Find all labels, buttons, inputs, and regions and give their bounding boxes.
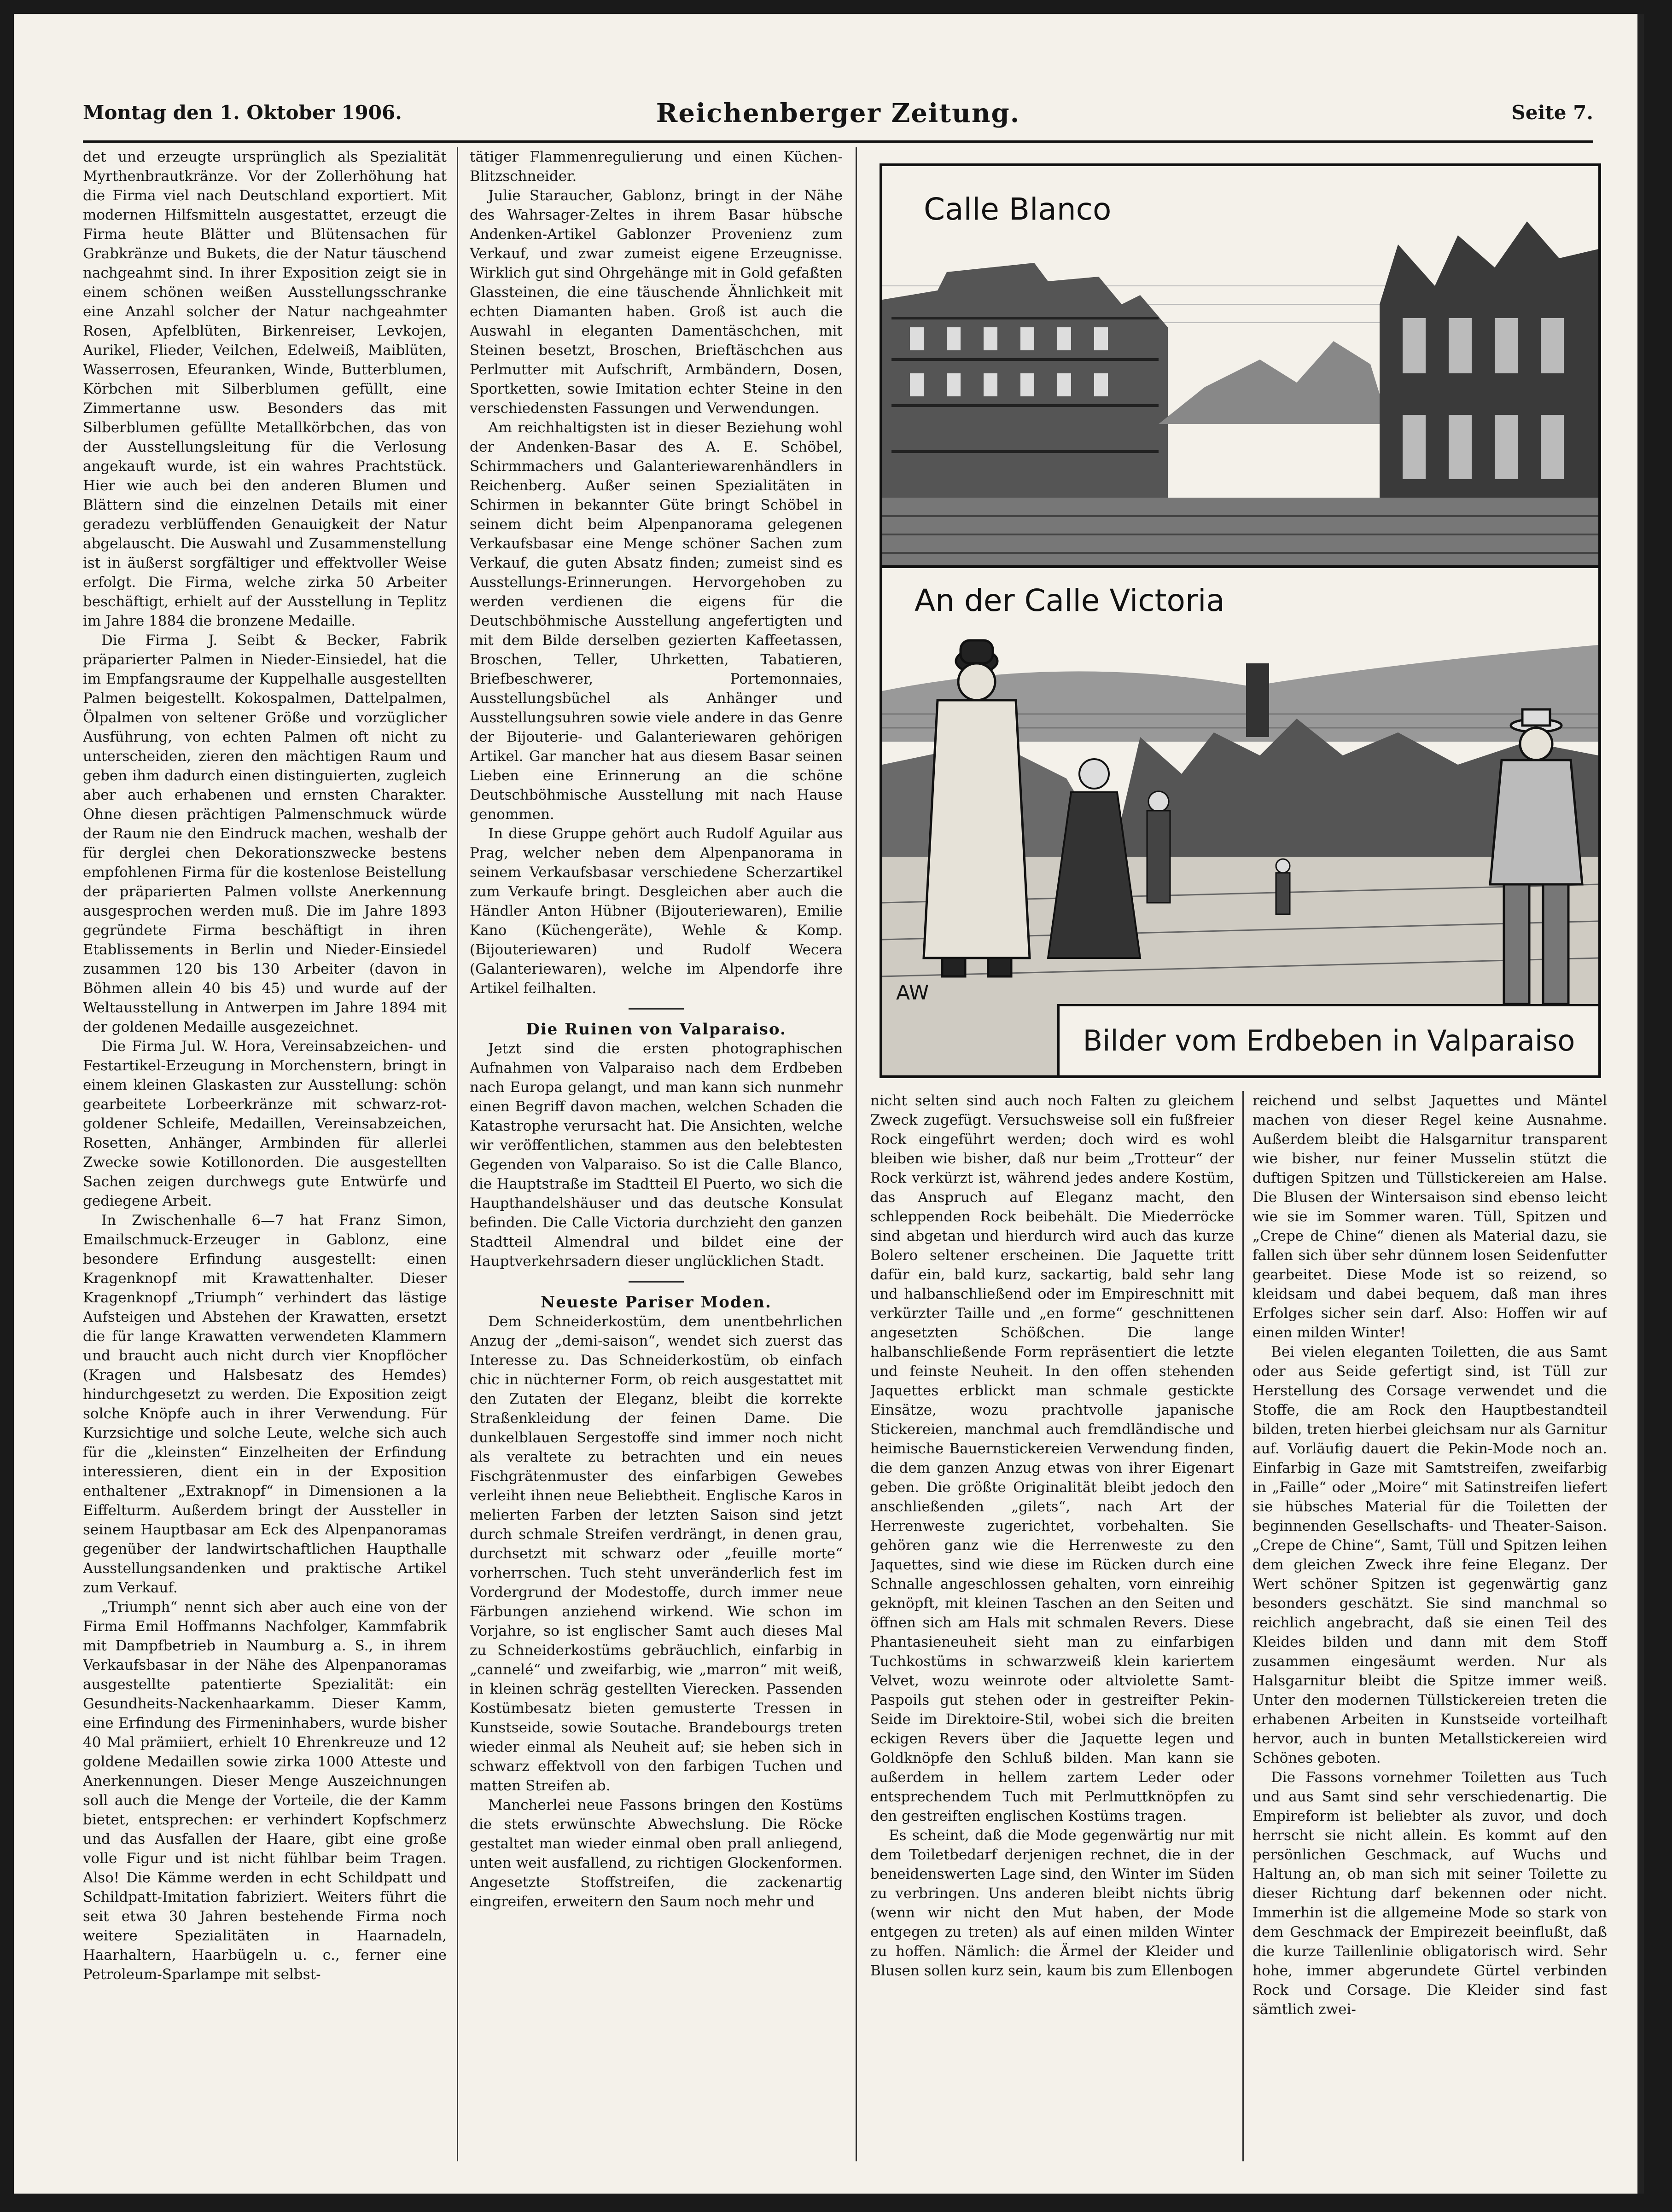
- panel-label-calle-blanco: Calle Blanco: [924, 192, 1112, 227]
- article-paragraph: Es scheint, daß die Mode gegenwärtig nur mit dem Toiletbedarf derjenigen rechnet, die in der beneidenswerten Lage sind, den Winter im Süden zu verbringen. Uns anderen bleibt nichts übrig (wenn wir nicht den Mut haben, der Mode entgegen zu treten) als auf einen milden Winter zu hoffen. Nämlich: die Ärmel der Kleider und Blusen sollen kurz sein, kaum bis zum Ellenbogen: [870, 1827, 1234, 1979]
- column-2: [470, 147, 843, 2161]
- page-number: Seite 7.: [1511, 101, 1593, 124]
- article-paragraph: Mancherlei neue Fassons bringen den Kostüms die stets erwünschte Abwechslung. Die Röcke gestaltet man wieder einmal oben prall anliegend, unten weit ausfallend, zu richtigen Glockenformen. Angesetzte Stoffstreifen, die zackenartig eingreifen, erweitern den Saum noch mehr und: [470, 1797, 843, 1910]
- newspaper-title: Reichenberger Zeitung.: [656, 98, 1020, 128]
- article-paragraph: Bei vielen eleganten Toiletten, die aus Samt oder aus Seide gefertigt sind, ist Tüll zur Herstellung des Corsage verwendet und die Stoffe, die am Rock den Hauptbestandteil bilden, treten hierbei gleichsam nur als Garnitur auf. Vorläufig dauert die Pekin-Mode noch an. Einfarbig in Gaze mit Samtstreifen, zweifarbig in „Faille“ oder „Moire“ mit Satinstreifen liefert sie hübsches Material für die Toiletten der beginnenden Gesellschafts- und Theater-Saison. „Crepe de Chine“, Samt, Tüll und Spitzen leihen dem gleichen Zweck ihre feine Eleganz. Der Wert schöner Spitzen ist gegenwärtig ganz besonders geschätzt. Sie sind manchmal so reichlich angebracht, daß sie einen Teil des Kleides bilden und dann mit dem Stoff zusammen eingesäumt werden. Nur als Halsgarnitur bleibt die Spitze immer weiß. Unter den modernen Tüllstickereien treten die erhabenen Arbeiten in Kunstseide vorteilhaft hervor, auch in bunten Metallstickereien wird Schönes geboten.: [1253, 1344, 1607, 1766]
- newspaper-page: [14, 14, 1644, 2194]
- page-header: [83, 90, 1593, 143]
- article-paragraph: reichend und selbst Jaquettes und Mäntel machen von dieser Regel keine Ausnahme. Außerdem bleibt die Halsgarnitur transparent wie bisher, nur feiner Musselin stützt die duftigen Spitzen und Tüllstickereien am Halse. Die Blusen der Wintersaison sind ebenso leicht wie sie im Sommer waren. Tüll, Spitzen und „Crepe de Chine“ dienen als Material dazu, sie fallen sich über sehr dünnem losen Seidenfutter gearbeitet. Diese Mode ist so reizend, so kleidsam und dabei bequem, daß man ihres Erfolges sicher sein darf. Also: Hoffen wir auf einen milden Winter!: [1253, 1092, 1607, 1341]
- article-paragraph: Am reichhaltigsten ist in dieser Beziehung wohl der Andenken-Basar des A. E. Schöbel, Schirmmachers und Galanteriewarenhändlers in Reichenberg. Außer seinen Spezialitäten in Schirmen in bekannter Güte bringt Schöbel in seinem dicht beim Alpenpanorama gelegenen Verkaufsbasar eine Menge schöner Sachen zum Verkauf, die guten Absatz finden; zumeist sind es Ausstellungs-Erinnerungen. Hervorgehoben zu werden verdienen die eigens für die Deutschböhmische Ausstellung angefertigten und mit dem Bilde derselben gezierten Kaffeetassen, Broschen, Teller, Uhrketten, Tabatieren, Briefbeschwerer, Portemonnaies, Ausstellungsbüchel als Anhänger und Ausstellungsuhren sowie viele andere in das Genre der Bijouterie- und Galanteriewaren gehörigen Artikel. Gar mancher hat aus diesem Basar seinen Lieben eine Erinnerung an die schöne Deutschböhmische Ausstellung mit nach Hause genommen.: [470, 419, 843, 823]
- panel-calle-victoria: [882, 568, 1598, 1075]
- article-separator: [629, 1008, 684, 1010]
- panel-label-calle-victoria: An der Calle Victoria: [915, 583, 1225, 618]
- article-heading-ruinen: Die Ruinen von Valparaiso.: [526, 1020, 786, 1039]
- article-paragraph: In diese Gruppe gehört auch Rudolf Aguilar aus Prag, welcher neben dem Alpenpanorama in seinem Verkaufsbasar verschiedene Scherzartikel zum Verkaufe bringt. Desgleichen aber auch die Händler Anton Hübner (Bijouteriewaren), Emilie Kano (Küchengeräte), Wehle & Komp. (Bijouteriewaren) und Rudolf Wecera (Galanteriewaren), welche im Alpendorfe ihre Artikel feilhalten.: [470, 825, 843, 997]
- article-paragraph: Dem Schneiderkostüm, dem unentbehrlichen Anzug der „demi-saison“, wendet sich zuerst das Interesse zu. Das Schneiderkostüm, ob einfach chic in nüchterner Form, ob reich ausgestattet mit den Zutaten der Eleganz, bleibt die korrekte Straßenkleidung der feinen Dame. Die dunkelblauen Sergestoffe sind immer noch nicht als veraltete zu betrachten und ein neues Fischgrätenmuster des einfarbigen Gewebes verleiht ihnen neue Beliebtheit. Englische Karos in melierten Farben der letzten Saison sind jetzt durch schmale Streifen verdrängt, in denen grau, durchsetzt mit schwarz oder „feuille morte“ vorherrschen. Tuch steht unveränderlich fest im Vordergrund der Modestoffe, durch immer neue Färbungen anziehend wirkend. Wie schon im Vorjahre, so ist englischer Samt auch dieses Mal zu Schneiderkostüms gebräuchlich, einfarbig in „cannelé“ und zweifarbig, wie „marron“ mit weiß, in kleinen schräg gestellten Vierecken. Passenden Kostümbesatz bieten gemusterte Tressen in Kunstseide, sowie Soutache. Brandebourgs treten wieder einmal als Neuheit auf; sie heben sich in schwarz effektvoll von den farbigen Tuchen und matten Streifen ab.: [470, 1313, 843, 1794]
- article-heading-moden: Neueste Pariser Moden.: [541, 1293, 772, 1312]
- illustration-drawing: [882, 166, 1598, 1075]
- column-rule: [457, 147, 458, 2161]
- artist-signature: AW: [896, 981, 929, 1004]
- earthquake-illustration: [880, 163, 1601, 1078]
- article-paragraph: „Triumph“ nennt sich aber auch eine von der Firma Emil Hoffmanns Nachfolger, Kammfabrik mit Dampfbetrieb in Naumburg a. S., in ihrem Verkaufsbasar in der Nähe des Alpenpanoramas ausgestellte patentierte Spezialität: ein Gesundheits-Nackenhaarkamm. Dieser Kamm, eine Erfindung des Firmeninhabers, wurde bisher 40 Mal prämiiert, erhielt 10 Ehrenkreuze und 12 goldene Medaillen sowie zirka 1000 Atteste und Anerkennungen. Dieser Menge Auszeichnungen soll auch die Menge der Vorteile, die der Kamm bietet, entsprechen: er verhindert Kopfschmerz und das Ausfallen der Haare, gibt eine große volle Figur und ist nicht fühlbar beim Tragen. Also! Die Kämme werden in echt Schildpatt und Schildpatt-Imitation fabriziert. Weiters führt die seit etwa 30 Jahren bestehende Firma noch weitere Spezialitäten in Haarnadeln, Haarhaltern, Haarbügeln u. c., ferner eine Petroleum-Sparlampe mit selbst-: [83, 1599, 447, 1983]
- article-paragraph: tätiger Flammenregulierung und einen Küchen-Blitzschneider.: [470, 149, 843, 185]
- illustration-caption: Bilder vom Erdbeben in Valparaiso: [1057, 1004, 1598, 1075]
- column-4: [1253, 1091, 1607, 2159]
- column-rule: [1242, 1091, 1244, 2161]
- article-separator: [629, 1281, 684, 1283]
- article-paragraph: Julie Staraucher, Gablonz, bringt in der Nähe des Wahrsager-Zeltes in ihrem Basar hübsche Andenken-Artikel Gablonzer Provenienz zum Verkauf, und zwar zumeist eigene Erzeugnisse. Wirklich gut sind Ohrgehänge mit in Gold gefaßten Glassteinen, die eine täuschende Ähnlichkeit mit echten Diamanten haben. Groß ist auch die Auswahl in eleganten Damentäschchen, mit Steinen besetzt, Broschen, Brieftäschchen aus Perlmutter mit Aufschrift, Armbändern, Dosen, Sportketten, sowie Imitation echter Steine in den verschiedensten Fassungen und Verwendungen.: [470, 187, 843, 417]
- article-paragraph: Die Firma J. Seibt & Becker, Fabrik präparierter Palmen in Nieder-Einsiedel, hat die im Empfangsraume der Kuppelhalle ausgestellten Palmen beigestellt. Kokospalmen, Dattelpalmen, Ölpalmen von seltener Größe und vorzüglicher Ausführung, von echten Palmen oft nicht zu unterscheiden, zieren den mächtigen Raum und geben ihm dadurch einen distinguierten, zugleich aber auch erhabenen und ernsten Charakter. Ohne diesen prächtigen Palmenschmuck würde der Raum nie den Eindruck machen, weshalb der für derglei chen Dekorationszwecke bestens empfohlenen Firma für die kostenlose Beistellung der präparierten Palmen vollste Anerkennung ausgesprochen werden muß. Die im Jahre 1893 gegründete Firma beschäftigt in ihren Etablissements in Berlin und Nieder-Einsiedel zusammen 120 bis 130 Arbeiter (davon in Böhmen allein 40 bis 45) und wurde auf der Weltausstellung in Antwerpen im Jahre 1894 mit der goldenen Medaille ausgezeichnet.: [83, 632, 447, 1035]
- article-paragraph: det und erzeugte ursprünglich als Spezialität Myrthenbrautkränze. Vor der Zollerhöhung hat die Firma viel nach Deutschland exportiert. Mit modernen Hilfsmitteln ausgestattet, erzeugt die Firma heute Blätter und Blütensachen für Grabkränze und Bukets, die der Natur täuschend nachgeahmt sind. In ihrer Exposition zeigt sie in einem schönen weißen Ausstellungsschranke eine Anzahl solcher der Natur nachgeahmter Rosen, Apfelblüten, Birkenreiser, Levkojen, Aurikel, Flieder, Veilchen, Edelweiß, Maiblüten, Wasserrosen, Efeuranken, Winde, Butterblumen, Körbchen mit Silberblumen gefüllt, eine Zimmertanne usw. Besonders das mit Silberblumen gefüllte Metallkörbchen, das von der Ausstellungsleitung für die Verlosung angekauft wurde, ist ein wahres Prachtstück. Hier wie auch bei den anderen Blumen und Blättern sind die einzelnen Details mit einer geradezu verblüffenden Genauigkeit der Natur abgelauscht. Die Auswahl und Zusammenstellung ist in äußerst sorgfältiger und effektvoller Weise erfolgt. Die Firma, welche zirka 50 Arbeiter beschäftigt, erhielt auf der Ausstellung in Teplitz im Jahre 1884 die bronzene Medaille.: [83, 149, 447, 629]
- header-date: Montag den 1. Oktober 1906.: [83, 101, 402, 124]
- article-paragraph: Die Fassons vornehmer Toiletten aus Tuch und aus Samt sind sehr verschiedenartig. Die Empireform ist beliebter als zuvor, und doch herrscht sie nicht allein. Es kommt auf den persönlichen Geschmack, auf Wuchs und Haltung an, ob man sich mit seiner Toilette zu dieser Richtung darf bekennen oder nicht. Immerhin ist die allgemeine Mode so stark von dem Geschmack der Empirezeit beeinflußt, daß die kurze Taillenlinie obligatorisch wird. Sehr hohe, immer abgerundete Gürtel verbinden Rock und Corsage. Die Kleider sind fast sämtlich zwei-: [1253, 1769, 1607, 2018]
- article-paragraph: In Zwischenhalle 6—7 hat Franz Simon, Emailschmuck-Erzeuger in Gablonz, eine besondere Erfindung ausgestellt: einen Kragenknopf mit Krawattenhalter. Dieser Kragenknopf „Triumph“ verhindert das lästige Aufsteigen und Abstehen der Krawatten, ersetzt die für lange Krawatten verwendeten Klammern und braucht auch nicht durch vier Knopflöcher (Kragen und Halsbesatz des Hemdes) hindurchgesetzt zu werden. Die Exposition zeigt solche Knöpfe auch in ihrer Verwendung. Für Kurzsichtige und solche Leute, welche sich auch für die „kleinsten“ Einzelheiten der Erfindung interessieren, dient ein in der Exposition enthaltener „Extraknopf“ in Dimensionen a la Eiffelturm. Außerdem bringt der Aussteller in seinem Hauptbasar am Eck des Alpenpanoramas gegenüber der landwirtschaftlichen Haupthalle Ausstellungsandenken und praktische Artikel zum Verkauf.: [83, 1212, 447, 1596]
- column-3: [870, 1091, 1234, 2159]
- article-paragraph: Jetzt sind die ersten photographischen Aufnahmen von Valparaiso nach dem Erdbeben nach Europa gelangt, und man kann sich nunmehr einen Begriff davon machen, welchen Schaden die Katastrophe verursacht hat. Die Ansichten, welche wir veröffentlichen, stammen aus den belebtesten Gegenden von Valparaiso. So ist die Calle Blanco, die Hauptstraße im Stadtteil El Puerto, wo sich die Haupthandelshäuser und das deutsche Konsulat befinden. Die Calle Victoria durchzieht den ganzen Stadtteil Almendral und bildet eine der Hauptverkehrsadern dieser unglücklichen Stadt.: [470, 1040, 843, 1270]
- article-paragraph: Die Firma Jul. W. Hora, Vereinsabzeichen- und Festartikel-Erzeugung in Morchenstern, bringt in einem kleinen Glaskasten zur Ausstellung: schön gearbeitete Lorbeerkränze mit schwarz-rot-goldener Schleife, Medaillen, Vereinsabzeichen, Rosetten, Anhänger, Armbinden für allerlei Zwecke sowie Kotillonorden. Die ausgestellten Sachen zeigen durchwegs gute Entwürfe und gediegene Arbeit.: [83, 1038, 447, 1209]
- column-1: [83, 147, 447, 2161]
- article-paragraph: nicht selten sind auch noch Falten zu gleichem Zweck zugefügt. Versuchsweise soll ein fußfreier Rock eingeführt werden; doch wird es wohl bleiben wie bisher, daß nur beim „Trotteur“ der Rock verkürzt ist, während jedes andere Kostüm, das Anspruch auf Eleganz macht, den schleppenden Rock beibehält. Die Miederröcke sind abgetan und hierdurch wird auch das kurze Bolero seltener erscheinen. Die Jaquette tritt dafür ein, bald kurz, sackartig, bald sehr lang und halbanschließend oder im Empireschnitt mit verkürzter Taille und „en forme“ geschnittenen angesetzten Schößchen. Die lange halbanschließende Form repräsentiert die letzte und feinste Neuheit. In den offen stehenden Jaquettes erblickt man schmale gestickte Einsätze, wozu prachtvolle japanische Stickereien, manchmal auch fremdländische und heimische Bauernstickereien Verwendung finden, die dem ganzen Anzug etwas von ihrer Eigenart geben. Die größte Originalität bleibt jedoch den anschließenden „gilets“, nach Art der Herrenweste zugerichtet, vorbehalten. Sie gehören ganz wie die Herrenweste zu den Jaquettes, sind wie diese im Rücken durch eine Schnalle angeschlossen gehalten, vorn einreihig geknöpft, mit kleinen Taschen an den Seiten und öffnen sich am Hals mit schmalen Revers. Diese Phantasieneuheit sieht man zu einfarbigen Tuchkostüms in schwarzweiß klein kariertem Velvet, wozu weinrote oder altviolette Samt-Paspoils gut stehen oder in gestreifter Pekin-Seide im Direktoire-Stil, wobei sich die breiten eckigen Revers über die Jaquette legen und Goldknöpfe den Schluß bilden. Man kann sie außerdem in hellem zartem Leder oder entsprechendem Tuch mit Perlmuttknöpfen zu den gestreiften englischen Kostüms tragen.: [870, 1092, 1234, 1824]
- column-rule: [856, 147, 857, 2161]
